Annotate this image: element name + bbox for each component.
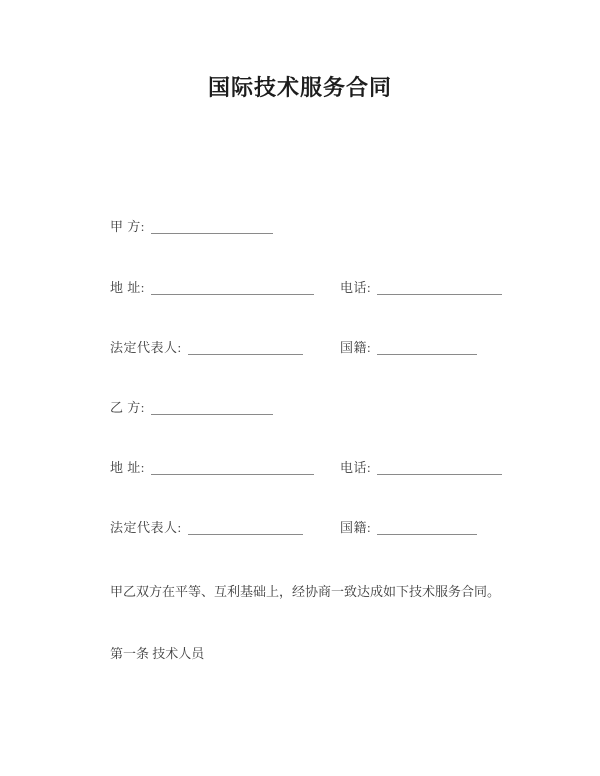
party-b-legal-rep-blank[interactable] (188, 521, 303, 535)
party-b-phone-blank[interactable] (377, 461, 502, 475)
party-b-name-blank[interactable] (151, 401, 273, 415)
party-b-phone-row (340, 460, 502, 475)
party-a-name-blank[interactable] (151, 220, 273, 234)
party-a-legal-rep-blank[interactable] (188, 341, 303, 355)
party-b-address-label: 地 址: (110, 460, 145, 475)
party-a-legal-rep-row (110, 340, 303, 355)
party-a-legal-rep-label: 法定代表人: (110, 340, 182, 355)
party-b-nationality-blank[interactable] (377, 521, 477, 535)
party-b-phone-label: 电话: (340, 460, 372, 475)
party-a-nationality-blank[interactable] (377, 341, 477, 355)
party-a-name-row (110, 219, 273, 234)
document-title: 国际技术服务合同 (207, 75, 392, 100)
party-a-address-row (110, 280, 314, 295)
preamble-text: 甲乙双方在平等、互利基础上，经协商一致达成如下技术服务合同。 (110, 584, 501, 599)
party-b-nationality-label: 国籍: (340, 520, 372, 535)
party-b-address-row (110, 460, 314, 475)
party-a-address-label: 地 址: (110, 280, 145, 295)
party-b-nationality-row (340, 520, 477, 535)
party-b-name-row (110, 400, 273, 415)
party-a-name-label: 甲 方: (110, 219, 145, 234)
party-b-legal-rep-row (110, 520, 303, 535)
party-a-nationality-label: 国籍: (340, 340, 372, 355)
party-a-phone-row (340, 280, 502, 295)
party-b-name-label: 乙 方: (110, 400, 145, 415)
party-b-legal-rep-label: 法定代表人: (110, 520, 182, 535)
party-a-address-blank[interactable] (151, 281, 314, 295)
party-a-phone-blank[interactable] (377, 281, 502, 295)
party-a-phone-label: 电话: (340, 280, 372, 295)
party-a-nationality-row (340, 340, 477, 355)
party-b-address-blank[interactable] (151, 461, 314, 475)
article-1-heading: 第一条 技术人员 (110, 646, 205, 661)
